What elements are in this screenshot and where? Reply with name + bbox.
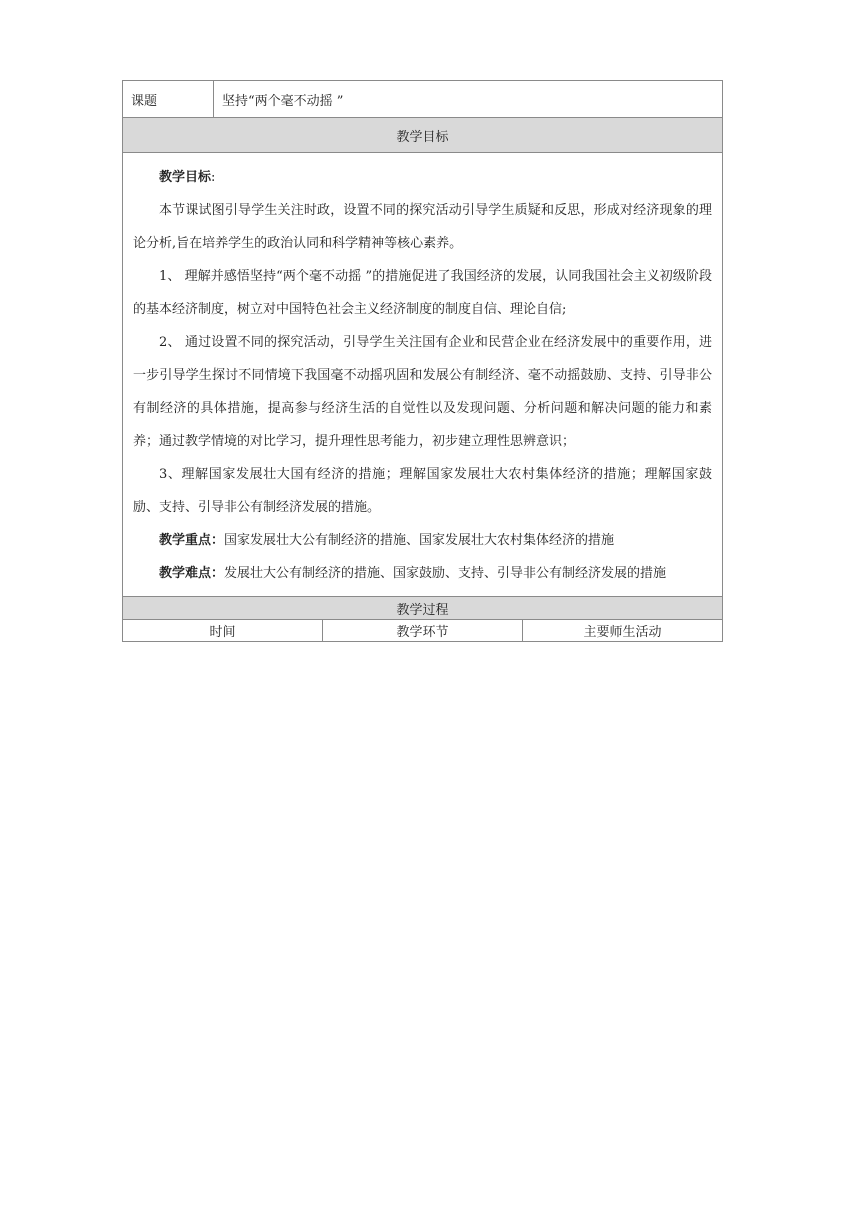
process-header: 教学过程 xyxy=(123,597,723,620)
key-points-line xyxy=(133,524,712,557)
column-time: 时间 xyxy=(123,620,323,642)
goals-title-suffix: : xyxy=(211,170,216,185)
goals-body xyxy=(123,153,723,597)
subject-label: 课题 xyxy=(123,81,214,118)
difficulties-line xyxy=(133,557,712,590)
goal-item-3: 3、理解国家发展壮大国有经济的措施；理解国家发展壮大农村集体经济的措施；理解国家鼓励、支持、引导非公有制经济发展的措施。 xyxy=(133,467,712,515)
key-points-sep: ： xyxy=(211,533,225,548)
goals-header: 教学目标 xyxy=(123,118,723,153)
difficulties-text: 发展壮大公有制经济的措施、国家鼓励、支持、引导非公有制经济发展的措施 xyxy=(224,566,667,581)
process-table xyxy=(122,596,723,642)
lesson-plan-sheet xyxy=(122,80,723,642)
difficulties-sep: ： xyxy=(211,566,225,581)
subject-value: 坚持“两个毫不动摇 ” xyxy=(214,81,723,118)
goals-title: 教学目标 xyxy=(159,170,212,185)
process-columns-row xyxy=(123,620,723,642)
lesson-plan-table xyxy=(122,80,723,597)
key-points-text: 国家发展壮大公有制经济的措施、国家发展壮大农村集体经济的措施 xyxy=(224,533,615,548)
goal-item-1: 1、 理解并感悟坚持“两个毫不动摇 ”的措施促进了我国经济的发展，认同我国社会主义初级阶段的基本经济制度，树立对中国特色社会主义经济制度的制度自信、理论自信; xyxy=(133,269,712,317)
subject-row xyxy=(123,81,723,118)
goals-header-row xyxy=(123,118,723,153)
column-teaching-step: 教学环节 xyxy=(323,620,523,642)
process-header-row xyxy=(123,597,723,620)
key-points-label: 教学重点 xyxy=(159,533,212,548)
goal-item-2: 2、 通过设置不同的探究活动，引导学生关注国有企业和民营企业在经济发展中的重要作用，进一步引导学生探讨不同情境下我国毫不动摇巩固和发展公有制经济、毫不动摇鼓励、支持、引导非公有制经济的具体措施，提高参与经济生活的自觉性以及发现问题、分析问题和解决问题的能力和素养；通过教学情境的对比学习，提升理性思考能力，初步建立理性思辨意识； xyxy=(133,335,712,449)
goals-intro: 本节课试图引导学生关注时政，设置不同的探究活动引导学生质疑和反思，形成对经济现象的理论分析,旨在培养学生的政治认同和科学精神等核心素养。 xyxy=(133,203,712,251)
column-activities: 主要师生活动 xyxy=(523,620,723,642)
goals-body-row xyxy=(123,153,723,597)
difficulties-label: 教学难点 xyxy=(159,566,212,581)
goals-title-line xyxy=(133,161,712,194)
